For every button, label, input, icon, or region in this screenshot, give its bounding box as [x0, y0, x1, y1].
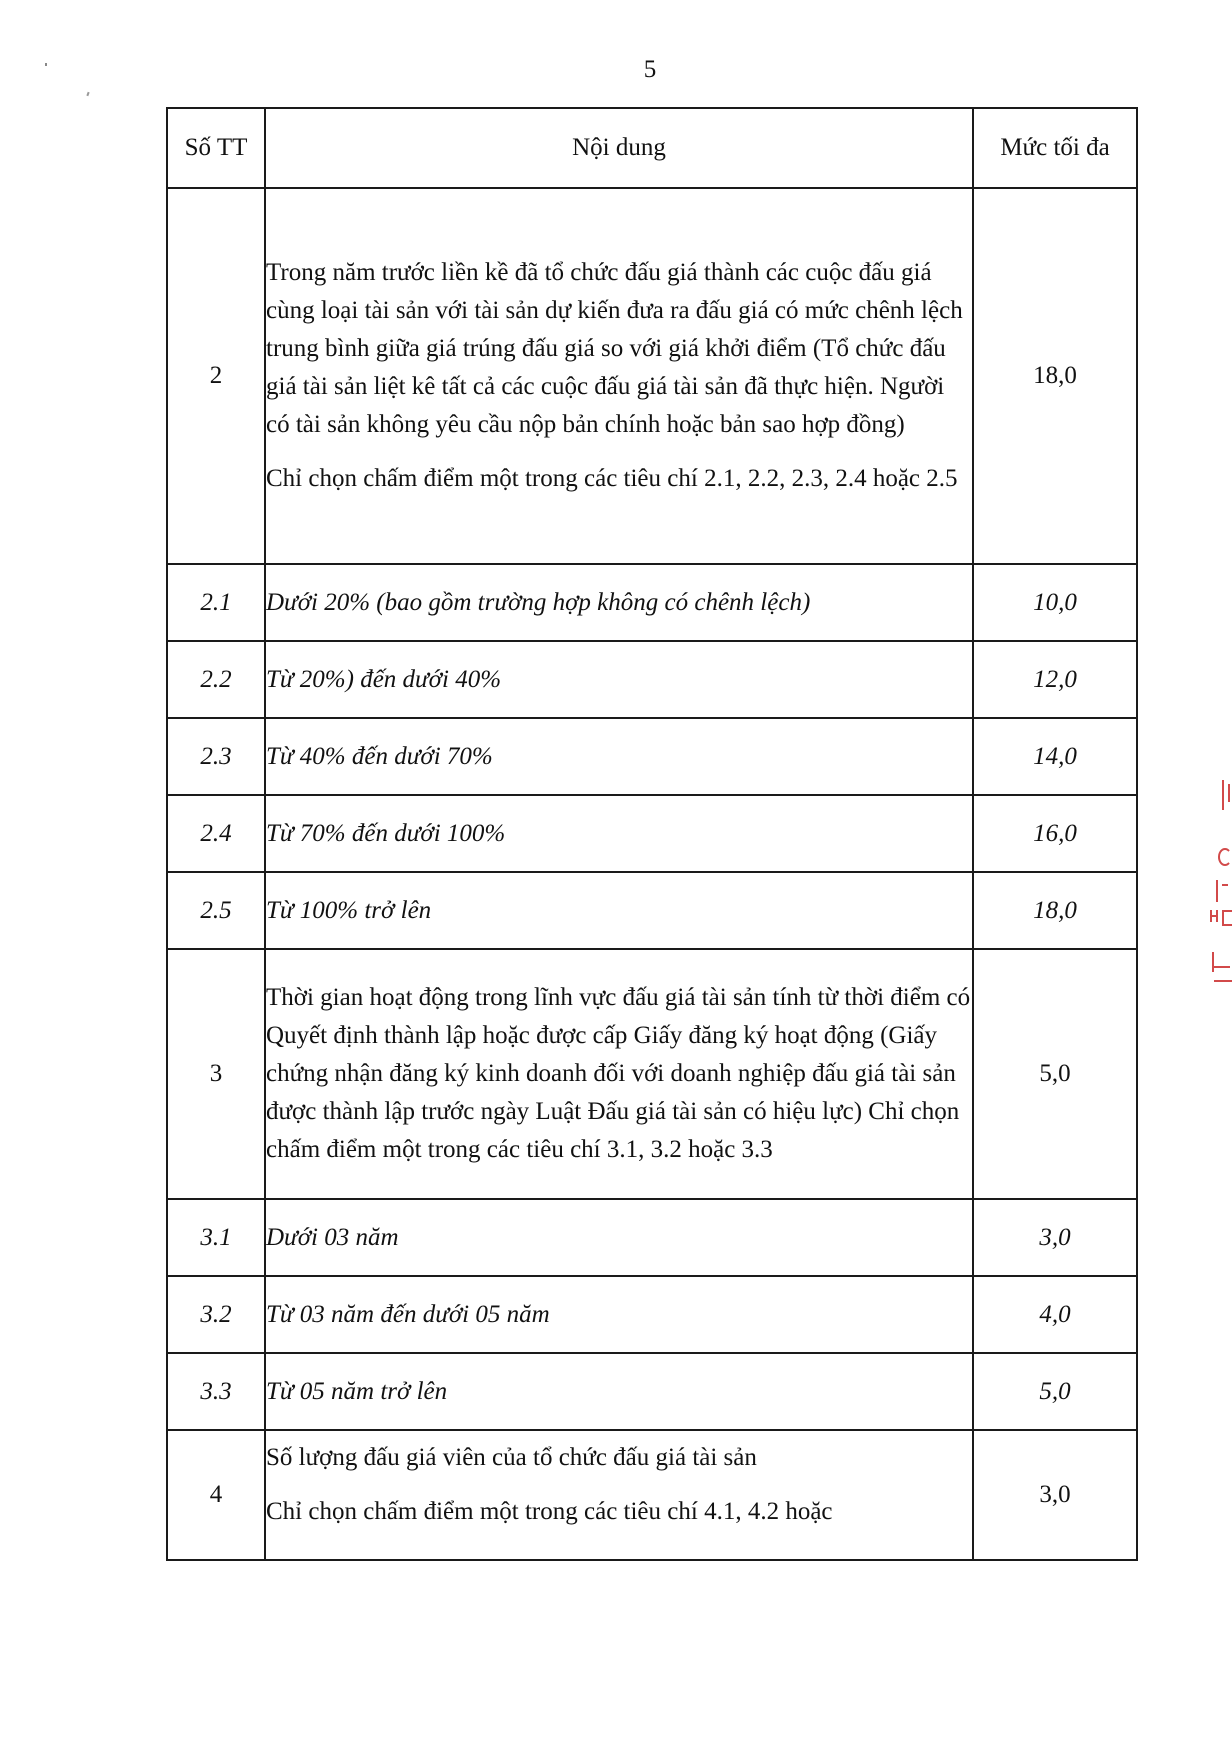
row-max-score: 18,0 [973, 188, 1137, 564]
row-max-score: 16,0 [973, 795, 1137, 872]
scan-mark [45, 63, 47, 66]
row-max-score: 5,0 [973, 1353, 1137, 1430]
row-content: Từ 70% đến dưới 100% [265, 795, 973, 872]
table-row [167, 564, 1137, 641]
header-content: Nội dung [265, 108, 973, 188]
row-number: 2.3 [167, 718, 265, 795]
content-paragraph: Trong năm trước liền kề đã tổ chức đấu giá thành các cuộc đấu giá cùng loại tài sản với tài sản dự kiến đưa ra đấu giá có mức chênh lệch trung bình giữa giá trúng đấu giá so với giá khởi điểm (Tổ chức đấu giá tài sản liệt kê tất cả các cuộc đấu giá tài sản đã thực hiện. Người có tài sản không yêu cầu nộp bản chính hoặc bản sao hợp đồng) [266, 259, 963, 438]
scan-mark [86, 92, 89, 96]
table-row [167, 718, 1137, 795]
content-paragraph: Chỉ chọn chấm điểm một trong các tiêu chí 4.1, 4.2 hoặc [266, 1498, 833, 1525]
row-number: 2.1 [167, 564, 265, 641]
row-content: Từ 20%) đến dưới 40% [265, 641, 973, 718]
row-number: 3.2 [167, 1276, 265, 1353]
row-number: 4 [167, 1430, 265, 1560]
table-row [167, 795, 1137, 872]
content-paragraph: Thời gian hoạt động trong lĩnh vực đấu giá tài sản tính từ thời điểm có Quyết định thành lập hoặc được cấp Giấy đăng ký hoạt động (Giấy chứng nhận đăng ký kinh doanh đối với doanh nghiệp đấu giá tài sản được thành lập trước ngày Luật Đấu giá tài sản có hiệu lực) Chỉ chọn chấm điểm một trong các tiêu chí 3.1, 3.2 hoặc 3.3 [266, 984, 971, 1163]
row-number: 2.2 [167, 641, 265, 718]
table-header-row [167, 108, 1137, 188]
row-number: 3.1 [167, 1199, 265, 1276]
row-max-score: 3,0 [973, 1199, 1137, 1276]
row-content: Dưới 20% (bao gồm trường hợp không có chênh lệch) [265, 564, 973, 641]
row-number: 3.3 [167, 1353, 265, 1430]
content-paragraph: Chỉ chọn chấm điểm một trong các tiêu chí 2.1, 2.2, 2.3, 2.4 hoặc 2.5 [266, 465, 958, 492]
row-max-score: 3,0 [973, 1430, 1137, 1560]
table-row [167, 1353, 1137, 1430]
row-max-score: 14,0 [973, 718, 1137, 795]
row-number: 2.5 [167, 872, 265, 949]
table-row [167, 1199, 1137, 1276]
row-content: Từ 100% trở lên [265, 872, 973, 949]
table-row [167, 1276, 1137, 1353]
page-number: 5 [643, 56, 657, 83]
row-content [265, 188, 973, 564]
table-row [167, 872, 1137, 949]
row-max-score: 18,0 [973, 872, 1137, 949]
row-content: Từ 40% đến dưới 70% [265, 718, 973, 795]
header-stt: Số TT [167, 108, 265, 188]
table-row [167, 188, 1137, 564]
row-content: Dưới 03 năm [265, 1199, 973, 1276]
row-max-score: 4,0 [973, 1276, 1137, 1353]
row-max-score: 10,0 [973, 564, 1137, 641]
table-row [167, 641, 1137, 718]
row-content [265, 1430, 973, 1560]
row-content: Từ 05 năm trở lên [265, 1353, 973, 1430]
row-number: 2 [167, 188, 265, 564]
header-max: Mức tối đa [973, 108, 1137, 188]
red-stamp-fragment [1208, 780, 1232, 1010]
row-content: Từ 03 năm đến dưới 05 năm [265, 1276, 973, 1353]
row-number: 3 [167, 949, 265, 1199]
row-max-score: 12,0 [973, 641, 1137, 718]
row-max-score: 5,0 [973, 949, 1137, 1199]
table-row [167, 1430, 1137, 1560]
table-row [167, 949, 1137, 1199]
content-paragraph: Số lượng đấu giá viên của tổ chức đấu giá tài sản [266, 1444, 757, 1471]
row-number: 2.4 [167, 795, 265, 872]
criteria-table [166, 107, 1138, 1561]
row-content [265, 949, 973, 1199]
